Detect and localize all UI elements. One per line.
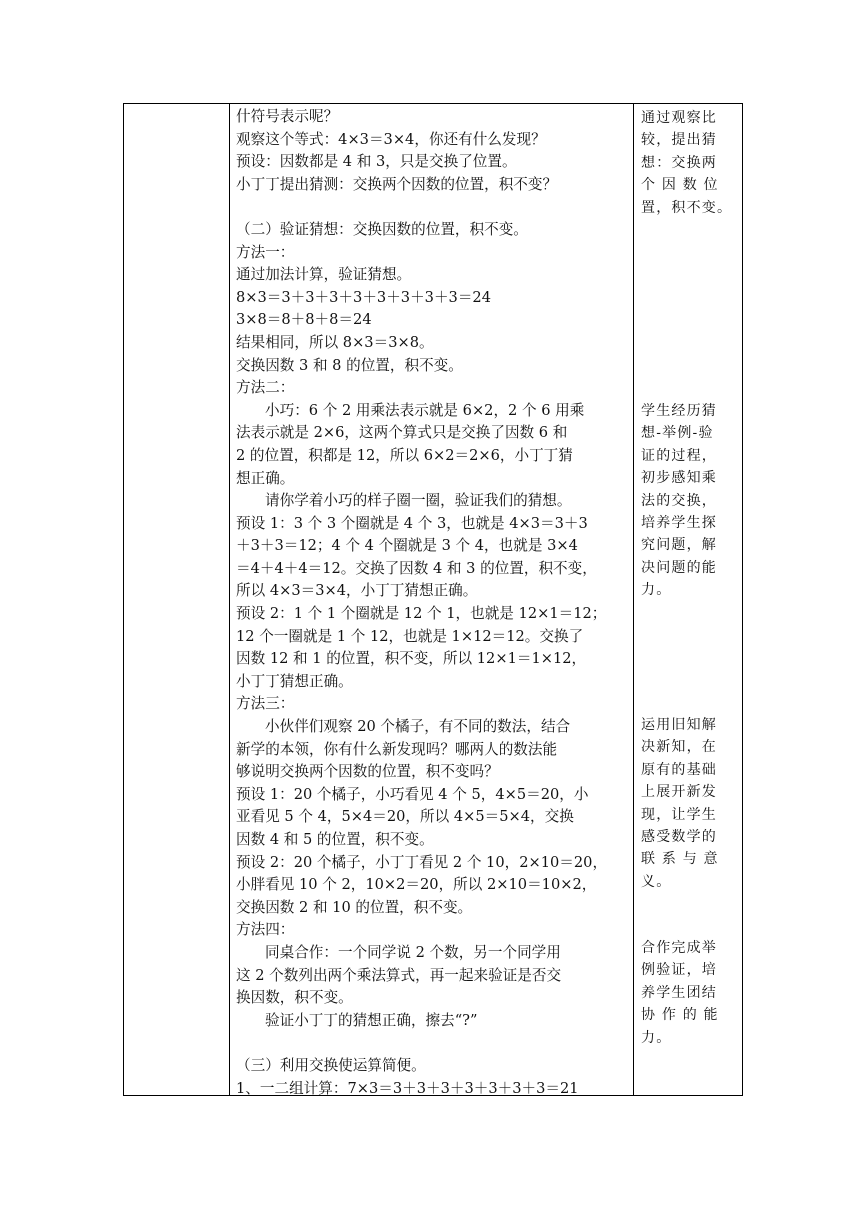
- note-line: 力。: [641, 1029, 672, 1046]
- text-line: 交换因数 3 和 8 的位置，积不变。: [236, 356, 463, 374]
- text-line: 因数 12 和 1 的位置，积不变，所以 12×1＝1×12，: [236, 650, 587, 668]
- note-line: 法的交换，: [641, 492, 717, 509]
- text-line: ＋3＋3＝12；4 个 4 个圈就是 3 个 4，也就是 3×4: [236, 537, 578, 555]
- design-intent-note: [641, 714, 736, 893]
- section-heading: （三）利用交换使运算简便。: [236, 1056, 426, 1074]
- text-line: 亚看见 5 个 4，5×4＝20，所以 4×5＝5×4，交换: [236, 808, 574, 826]
- note-line: 养学生团结: [641, 984, 717, 1001]
- text-line: 观察这个等式：4×3＝3×4，你还有什么发现？: [236, 130, 546, 148]
- equation-line: 8×3＝3＋3＋3＋3＋3＋3＋3＋3＝24: [236, 288, 491, 306]
- note-line: 力。: [641, 582, 672, 599]
- note-line: 现，让学生: [641, 806, 717, 823]
- note-line: 联 系 与 意: [641, 851, 719, 868]
- equation-line: 1、一二组计算：7×3＝3＋3＋3＋3＋3＋3＋3＝21: [236, 1079, 579, 1097]
- text-line: ＝4＋4＋4＝12。交换了因数 4 和 3 的位置，积不变，: [236, 559, 597, 577]
- equation-line: 3×8＝8＋8＋8＝24: [236, 311, 372, 329]
- text-line: 什符号表示呢？: [236, 108, 339, 125]
- method-label: 方法一：: [236, 243, 295, 261]
- note-line: 通过观察比: [641, 110, 717, 126]
- text-line: 预设 1：20 个橘子，小巧看见 4 个 5，4×5＝20，小: [236, 785, 589, 803]
- note-line: 想-举例-验: [641, 425, 714, 442]
- text-line: 12 个一圈就是 1 个 12，也就是 1×12＝12。交换了: [236, 627, 584, 645]
- text-line: 通过加法计算，验证猜想。: [236, 266, 412, 284]
- note-line: 证的过程，: [641, 447, 717, 464]
- text-line: 小伙伴们观察 20 个橘子，有不同的数法，结合: [265, 718, 571, 736]
- text-line: 小巧：6 个 2 用乘法表示就是 6×2，2 个 6 用乘: [265, 401, 585, 419]
- teaching-process-cell: [236, 106, 630, 1100]
- note-line: 较，提出猜: [641, 132, 717, 149]
- note-line: 想：交换两: [641, 154, 717, 171]
- text-line: 结果相同，所以 8×3＝3×8。: [236, 333, 434, 351]
- column-divider: [633, 104, 634, 1095]
- text-line: 请你学着小巧的样子圈一圈，验证我们的猜想。: [265, 492, 572, 510]
- text-line: 所以 4×3＝3×4，小丁丁猜想正确。: [236, 582, 478, 600]
- design-intent-note: [641, 107, 736, 219]
- note-line: 培养学生探: [641, 515, 717, 532]
- note-line: 合作完成举: [641, 940, 717, 956]
- text-line: 这 2 个数列出两个乘法算式，再一起来验证是否交: [236, 966, 562, 984]
- text-line: 想正确。: [236, 469, 295, 487]
- note-line: 运用旧知解: [641, 717, 717, 733]
- note-line: 原有的基础: [641, 761, 717, 778]
- note-line: 学生经历猜: [641, 403, 717, 419]
- text-line: 验证小丁丁的猜想正确，擦去“?”: [265, 1011, 478, 1029]
- note-line: 义。: [641, 873, 672, 890]
- design-intent-note: [641, 400, 736, 602]
- text-line: 2 的位置，积都是 12，所以 6×2＝2×6，小丁丁猜: [236, 446, 573, 464]
- note-line: 置，积不变。: [641, 199, 733, 216]
- note-line: 上展开新发: [641, 784, 717, 801]
- note-line: 个 因 数 位: [641, 177, 719, 194]
- text-line: 同桌合作：一个同学说 2 个数，另一个同学用: [265, 943, 561, 961]
- text-line: 预设：因数都是 4 和 3，只是交换了位置。: [236, 153, 517, 171]
- note-line: 例验证，培: [641, 962, 717, 979]
- method-label: 方法二：: [236, 379, 295, 397]
- text-line: 因数 4 和 5 的位置，积不变。: [236, 831, 434, 848]
- text-line: 小丁丁猜想正确。: [236, 672, 353, 690]
- note-line: 决新知，在: [641, 739, 717, 756]
- note-line: 感受数学的: [641, 829, 717, 846]
- note-line: 决问题的能: [641, 559, 717, 576]
- column-divider: [229, 104, 230, 1095]
- text-line: 预设 2：1 个 1 个圈就是 12 个 1，也就是 12×1＝12；: [236, 605, 607, 623]
- text-line: 预设 1：3 个 3 个圈就是 4 个 3，也就是 4×3＝3＋3: [236, 514, 588, 532]
- note-line: 初步感知乘: [641, 470, 717, 487]
- method-label: 方法四：: [236, 921, 295, 939]
- text-line: 交换因数 2 和 10 的位置，积不变。: [236, 898, 473, 916]
- text-line: 预设 2：20 个橘子，小丁丁看见 2 个 10，2×10＝20，: [236, 853, 608, 871]
- text-line: 小丁丁提出猜测：交换两个因数的位置，积不变？: [236, 175, 558, 193]
- text-line: 法表示就是 2×6，这两个算式只是交换了因数 6 和: [236, 424, 568, 442]
- blank-line: [236, 1032, 630, 1055]
- note-line: 协 作 的 能: [641, 1007, 719, 1024]
- text-line: 小胖看见 10 个 2，10×2＝20，所以 2×10＝10×2，: [236, 876, 597, 894]
- text-line: 新学的本领，你有什么新发现吗？哪两人的数法能: [236, 740, 558, 758]
- text-line: 够说明交换两个因数的位置，积不变吗？: [236, 763, 499, 781]
- lesson-table: [123, 103, 743, 1096]
- design-intent-note: [641, 937, 736, 1049]
- blank-line: [236, 196, 630, 219]
- section-heading: （二）验证猜想：交换因数的位置，积不变。: [236, 220, 528, 238]
- note-line: 究问题，解: [641, 537, 717, 554]
- method-label: 方法三：: [236, 695, 295, 713]
- text-line: 换因数，积不变。: [236, 989, 353, 1007]
